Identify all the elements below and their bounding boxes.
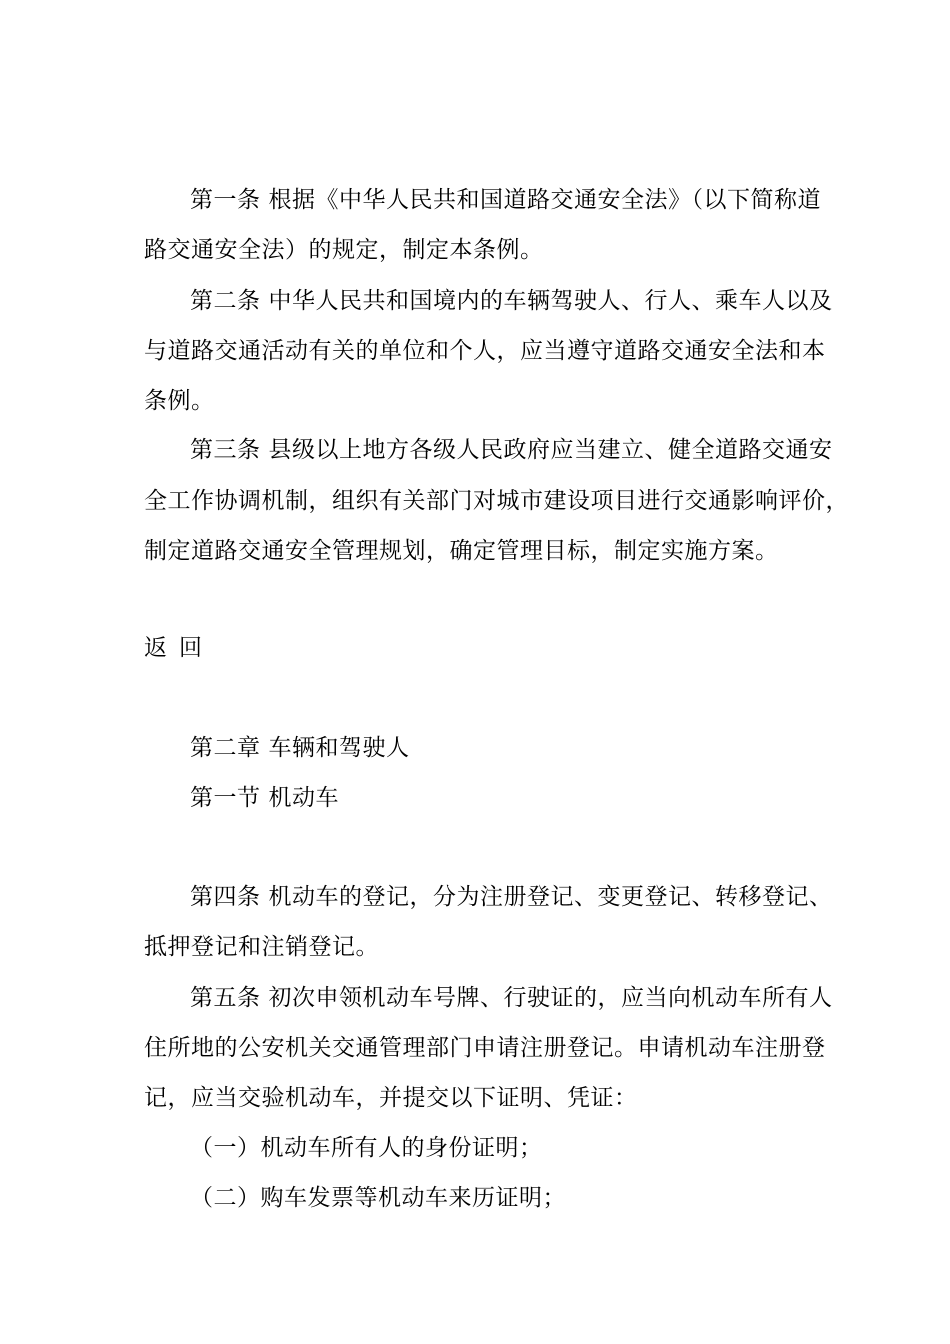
- article-5-line-1: [190, 983, 833, 1013]
- article-4-title: 第四条: [190, 884, 261, 910]
- section-heading: [190, 783, 339, 813]
- article-5-line-3: 记，应当交验机动车，并提交以下证明、凭证：: [144, 1085, 638, 1111]
- article-2-line-3: 条例。: [144, 388, 215, 414]
- chapter-title: 第二章: [190, 735, 261, 761]
- article-4-line-2: 抵押登记和注销登记。: [144, 934, 379, 960]
- article-4-line-1: [190, 882, 833, 912]
- list-item-2: （二）购车发票等机动车来历证明；: [190, 1185, 566, 1211]
- article-3-line-1: [190, 435, 833, 465]
- article-3-text-1: 县级以上地方各级人民政府应当建立、健全道路交通安: [268, 437, 833, 463]
- article-1-text-1: 根据《中华人民共和国道路交通安全法》（以下简称道: [268, 187, 821, 213]
- article-1-line-1: [190, 185, 821, 215]
- back-link[interactable]: 返回: [144, 635, 214, 661]
- article-1-line-2: 路交通安全法）的规定，制定本条例。: [144, 237, 544, 263]
- article-5-text-1: 初次申领机动车号牌、行驶证的，应当向机动车所有人: [268, 985, 833, 1011]
- list-item-1: （一）机动车所有人的身份证明；: [190, 1135, 543, 1161]
- article-5-title: 第五条: [190, 985, 261, 1011]
- article-2-text-1: 中华人民共和国境内的车辆驾驶人、行人、乘车人以及: [268, 288, 833, 314]
- article-3-line-2: 全工作协调机制，组织有关部门对城市建设项目进行交通影响评价，: [144, 488, 849, 514]
- article-3-line-3: 制定道路交通安全管理规划，确定管理目标，制定实施方案。: [144, 538, 779, 564]
- section-name: 机动车: [268, 785, 339, 811]
- article-1-title: 第一条: [190, 187, 261, 213]
- article-4-text-1: 机动车的登记，分为注册登记、变更登记、转移登记、: [268, 884, 833, 910]
- article-2-line-2: 与道路交通活动有关的单位和个人，应当遵守道路交通安全法和本: [144, 338, 826, 364]
- section-title: 第一节: [190, 785, 261, 811]
- article-2-title: 第二条: [190, 288, 261, 314]
- article-5-line-2: 住所地的公安机关交通管理部门申请注册登记。申请机动车注册登: [144, 1035, 826, 1061]
- chapter-name: 车辆和驾驶人: [268, 735, 410, 761]
- article-3-title: 第三条: [190, 437, 261, 463]
- chapter-heading: [190, 733, 410, 763]
- article-2-line-1: [190, 286, 833, 316]
